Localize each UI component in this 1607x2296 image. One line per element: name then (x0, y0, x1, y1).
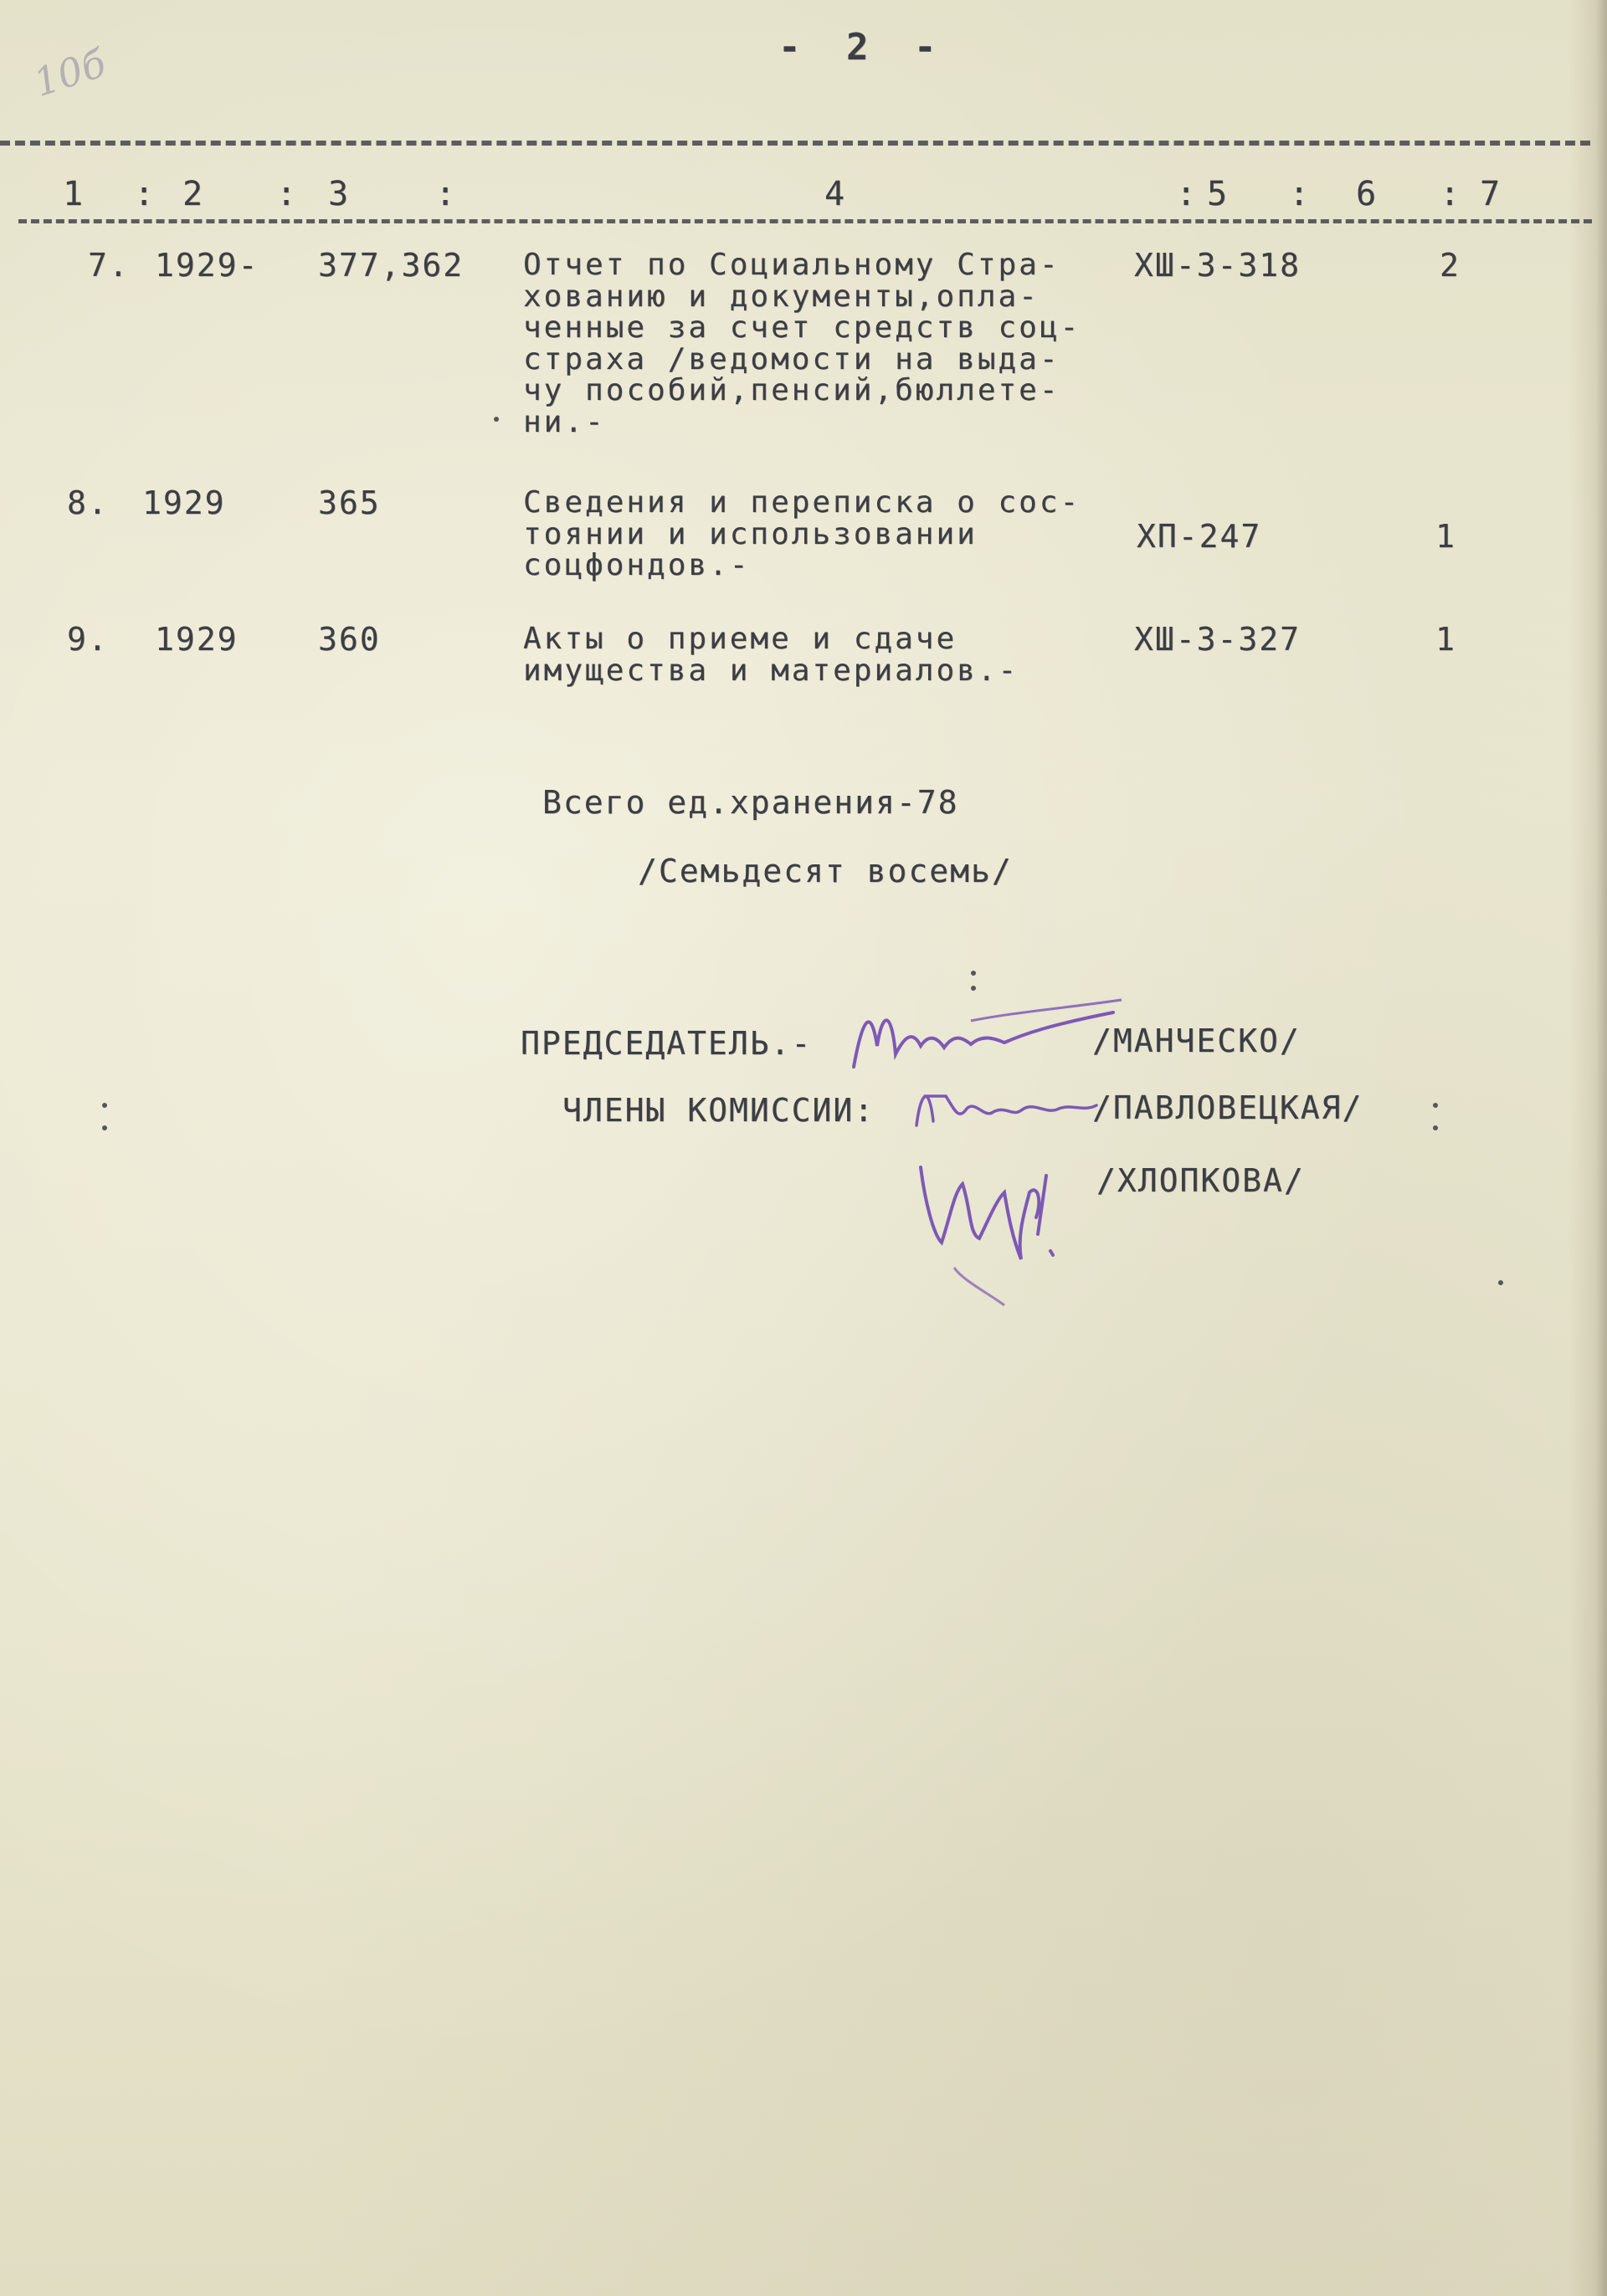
column-header-2: 2 (182, 175, 205, 213)
row-reference: ХШ-3-327 (1134, 621, 1302, 658)
commission-members-label: ЧЛЕНЫ КОМИССИИ: (562, 1092, 875, 1129)
column-separator: : (1440, 175, 1462, 213)
page-number: - 2 - (778, 26, 948, 69)
stray-mark (1433, 1125, 1438, 1130)
column-separator: : (1176, 175, 1199, 213)
row-reference: ХШ-3-318 (1134, 247, 1302, 284)
pencil-archive-mark: 10б (28, 39, 111, 106)
column-header-5: 5 (1207, 175, 1230, 213)
row-number: 7. (88, 247, 130, 284)
column-header-7: 7 (1480, 175, 1502, 213)
member-1-signature (908, 1075, 1101, 1142)
top-dashed-rule (0, 141, 1590, 146)
total-items-line: Всего ед.хранения-78 (542, 784, 959, 821)
row-quantity: 1 (1435, 621, 1456, 658)
row-number: 8. (67, 484, 109, 521)
column-separator: : (1289, 175, 1312, 213)
column-separator: : (435, 175, 458, 213)
total-items-in-words: /Семьдесят восемь/ (638, 853, 1013, 889)
row-description: Сведения и переписка о сос- тоянии и использовании соцфондов.- (523, 485, 1081, 582)
stray-mark (1498, 1280, 1503, 1285)
paper-edge-shadow (1568, 0, 1607, 2296)
row-description: Отчет по Социальному Стра- хованию и документы,опла- ченные за счет средств соц- страха /ведомости на выда- чу пособий,пенсий,бюллете- ни.- (523, 248, 1081, 439)
member-2-signature (904, 1142, 1088, 1309)
row-year: 1929- (155, 247, 259, 284)
member-2-name: /ХЛОПКОВА/ (1096, 1162, 1305, 1199)
column-header-4: 4 (824, 175, 847, 213)
row-reference: ХП-247 (1137, 518, 1262, 555)
stray-mark (971, 986, 976, 991)
stray-mark (494, 417, 499, 422)
row-doc-number: 360 (318, 621, 381, 658)
stray-mark (1433, 1103, 1438, 1108)
row-number: 9. (67, 621, 109, 658)
row-doc-number: 365 (318, 484, 381, 521)
chairman-signature (845, 987, 1130, 1088)
stray-mark (102, 1125, 107, 1130)
stray-mark (971, 971, 976, 976)
chairman-name: /МАНЧЕСКО/ (1092, 1022, 1301, 1059)
chairman-label: ПРЕДСЕДАТЕЛЬ.- (521, 1025, 813, 1062)
row-doc-number: 377,362 (318, 247, 465, 284)
column-header-3: 3 (328, 175, 351, 213)
row-quantity: 2 (1440, 247, 1461, 284)
row-year: 1929 (142, 484, 226, 521)
column-separator: : (276, 175, 299, 213)
row-quantity: 1 (1435, 518, 1456, 555)
column-header-6: 6 (1356, 175, 1379, 213)
row-description: Акты о приеме и сдаче имущества и материалов.- (523, 622, 1019, 688)
member-1-name: /ПАВЛОВЕЦКАЯ/ (1092, 1089, 1363, 1126)
stray-mark (102, 1103, 107, 1108)
column-header-1: 1 (63, 175, 85, 213)
row-year: 1929 (155, 621, 239, 658)
header-dashed-rule (18, 219, 1592, 223)
column-separator: : (134, 175, 157, 213)
